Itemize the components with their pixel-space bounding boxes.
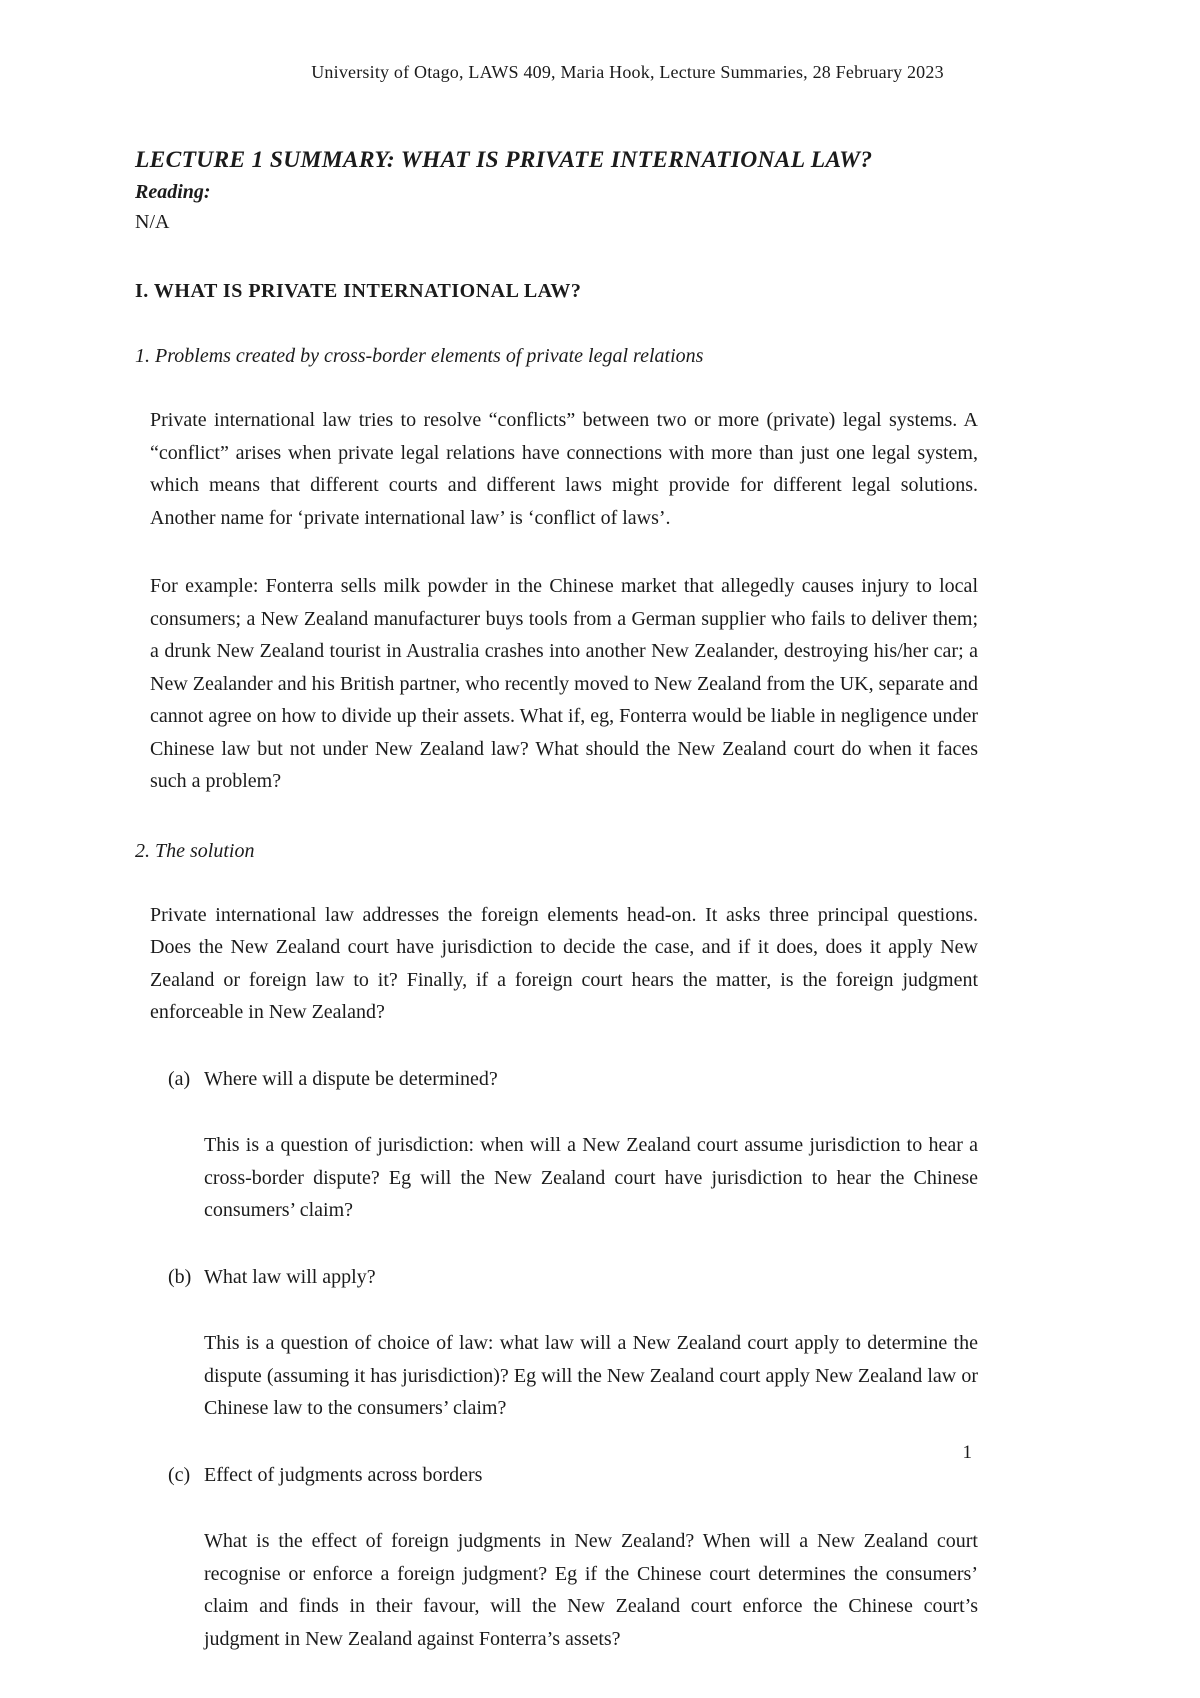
list-question-c: Effect of judgments across borders	[204, 1463, 483, 1486]
document-body	[0, 147, 1200, 1655]
subsection-heading-1: 1. Problems created by cross-border elements of private legal relations	[135, 345, 704, 367]
list-question-b: What law will apply?	[204, 1265, 376, 1288]
list-marker-c: (c)	[168, 1463, 191, 1486]
document-header: University of Otago, LAWS 409, Maria Hook, Lecture Summaries, 28 February 2023	[311, 62, 944, 82]
paragraph-examples: For example: Fonterra sells milk powder in the Chinese market that allegedly causes injury to local consumers; a New Zealand manufacturer buys tools from a German supplier who fails to deliver them; a drunk New Zealand tourist in Australia crashes into another New Zealander, destroying his/her car; a New Zealander and his British partner, who recently moved to New Zealand from the UK, separate and cannot agree on how to divide up their assets. What if, eg, Fonterra would be liable in negligence under Chinese law but not under New Zealand law? What should the New Zealand court do when it faces such a problem?	[150, 575, 978, 792]
list-marker-b: (b)	[168, 1265, 192, 1288]
list-item-c	[168, 1459, 978, 1492]
list-item-a	[168, 1063, 978, 1096]
reading-value: N/A	[135, 211, 170, 233]
list-marker-a: (a)	[168, 1067, 191, 1090]
page-number: 1	[962, 1442, 972, 1463]
list-body-c: What is the effect of foreign judgments in New Zealand? When will a New Zealand court recognise or enforce a foreign judgment? Eg if the Chinese court determines the consumers’ claim and finds in their favour, will the New Zealand court enforce the Chinese court’s judgment in New Zealand against Fonterra’s assets?	[204, 1530, 978, 1650]
list-item-b	[168, 1261, 978, 1294]
page-title: LECTURE 1 SUMMARY: WHAT IS PRIVATE INTERNATIONAL LAW?	[135, 147, 873, 173]
paragraph-conflicts-definition: Private international law tries to resolve “conflicts” between two or more (private) legal systems. A “conflict” arises when private legal relations have connections with more than just one legal system, which means that different courts and different laws might provide for different legal solutions. Another name for ‘private international law’ is ‘conflict of laws’.	[150, 409, 978, 529]
section-heading: I. WHAT IS PRIVATE INTERNATIONAL LAW?	[135, 280, 582, 302]
subsection-heading-2: 2. The solution	[135, 839, 255, 862]
list-body-a: This is a question of jurisdiction: when will a New Zealand court assume jurisdiction to hear a cross-border dispute? Eg will the New Zealand court have jurisdiction to hear the Chinese consumers’ claim?	[204, 1134, 978, 1221]
paragraph-solution-intro: Private international law addresses the foreign elements head-on. It asks three principal questions. Does the New Zealand court have jurisdiction to decide the case, and if it does, does it apply New Zealand or foreign law to it? Finally, if a foreign court hears the matter, is the foreign judgment enforceable in New Zealand?	[150, 903, 978, 1023]
list-body-b: This is a question of choice of law: what law will a New Zealand court apply to determine the dispute (assuming it has jurisdiction)? Eg will the New Zealand court apply New Zealand law or Chinese law to the consumers’ claim?	[204, 1332, 978, 1419]
reading-label: Reading:	[135, 181, 211, 203]
list-question-a: Where will a dispute be determined?	[204, 1067, 498, 1090]
